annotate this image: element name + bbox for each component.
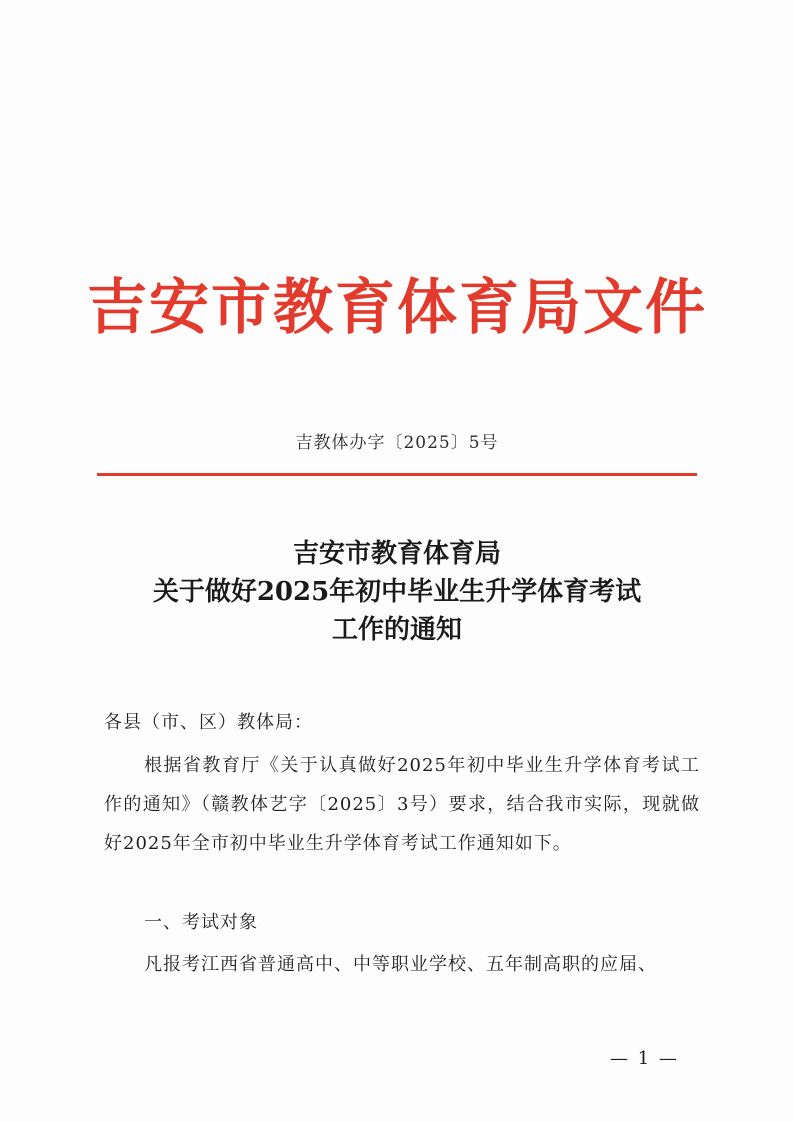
notice-title-line-3: 工作的通知 [331,615,462,645]
salutation: 各县（市、区）教体局： [104,712,313,733]
notice-title-line-1: 吉安市教育体育局 [292,539,501,569]
red-divider-rule [97,473,697,476]
intro-paragraph: 根据省教育厅《关于认真做好2025年初中毕业生升学体育考试工作的通知》（赣教体艺字〔2025〕3号）要求，结合我市实际，现就做好2025年全市初中毕业生升学体育考试工作通知如下。 [104,755,700,854]
section-body-text: 凡报考江西省普通高中、中等职业学校、五年制高职的应届、 [144,954,657,975]
page-number: — 1 — [610,1048,679,1069]
masthead-title: 吉安市教育体育局文件 [87,273,707,343]
notice-title [0,535,794,649]
document-number: 吉教体办字〔2025〕5号 [295,433,499,453]
section-heading-exam-subjects: 一、考试对象 [144,912,258,933]
notice-title-line-2: 关于做好2025年初中毕业生升学体育考试 [152,577,642,607]
